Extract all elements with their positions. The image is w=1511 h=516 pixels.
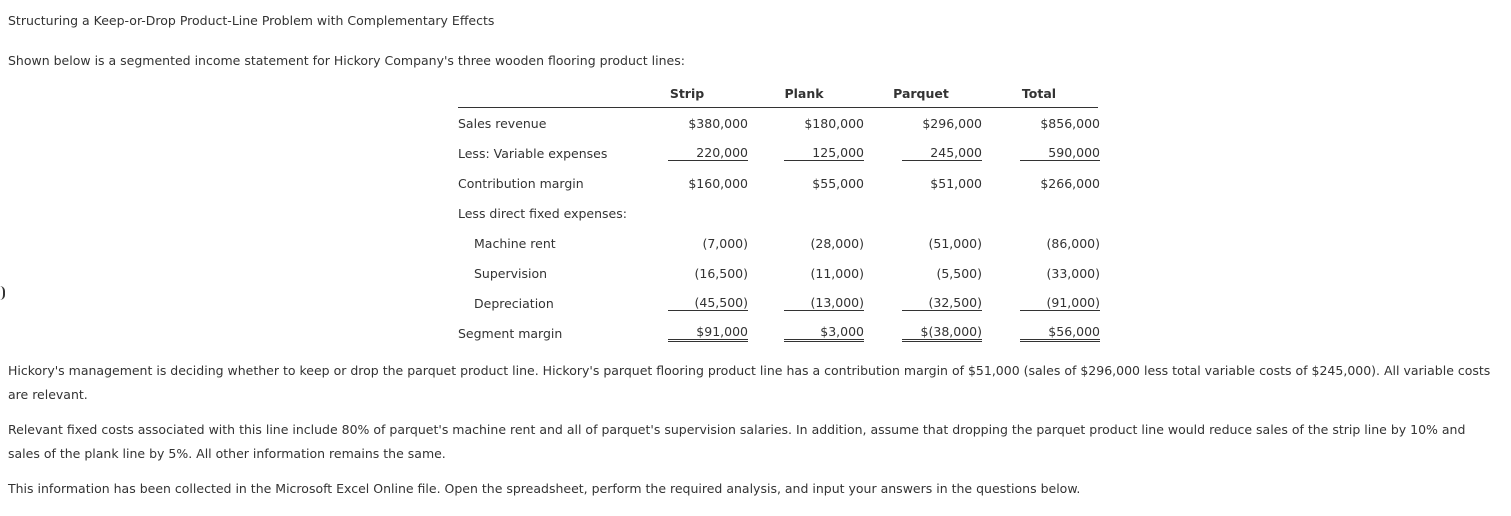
row-label: Supervision — [474, 265, 548, 281]
cell-total — [980, 288, 1098, 318]
value: $180,000 — [804, 115, 864, 131]
value: $91,000 — [668, 324, 748, 342]
value: (91,000) — [1020, 295, 1100, 311]
cell-total — [980, 258, 1098, 288]
cell-parquet — [862, 168, 980, 198]
cell-plank — [746, 228, 862, 258]
cell-total — [980, 168, 1098, 198]
income-statement-table — [458, 80, 1098, 348]
row-label: Less direct fixed expenses: — [458, 205, 627, 221]
cell-strip — [628, 108, 746, 139]
cell-total — [980, 198, 1098, 228]
left-edge-mark — [0, 286, 5, 300]
row-label: Machine rent — [474, 235, 556, 251]
value: (7,000) — [702, 235, 748, 251]
cell-parquet — [862, 258, 980, 288]
value: $296,000 — [922, 115, 982, 131]
cell-total — [980, 108, 1098, 139]
cell-strip — [628, 168, 746, 198]
header-label-cell — [458, 80, 628, 108]
page-title: Structuring a Keep-or-Drop Product-Line Problem with Complementary Effects — [8, 13, 495, 28]
cell-plank — [746, 168, 862, 198]
value: $266,000 — [1040, 175, 1100, 191]
value: $51,000 — [930, 175, 982, 191]
row-label: Sales revenue — [458, 115, 547, 131]
header-strip: Strip — [628, 80, 746, 108]
cell-plank — [746, 108, 862, 139]
row-label: Less: Variable expenses — [458, 145, 608, 161]
row-supervision — [458, 258, 1098, 288]
row-label: Contribution margin — [458, 175, 584, 191]
value: 125,000 — [784, 145, 864, 161]
value: (45,500) — [668, 295, 748, 311]
value: 245,000 — [902, 145, 982, 161]
cell-strip — [628, 138, 746, 168]
cell-total — [980, 228, 1098, 258]
row-direct-fixed-header — [458, 198, 1098, 228]
header-total: Total — [980, 80, 1098, 108]
value: (51,000) — [928, 235, 982, 251]
intro-text: Shown below is a segmented income statement for Hickory Company's three wooden flooring product lines: — [8, 53, 685, 68]
cell-total — [980, 138, 1098, 168]
cell-strip — [628, 288, 746, 318]
value: $(38,000) — [902, 324, 982, 342]
cell-parquet — [862, 288, 980, 318]
paragraph-decision: Hickory's management is deciding whether to keep or drop the parquet product line. Hickory's parquet flooring product line has a contribution margin of $51,000 (sales of $296,000 less total variable costs of $245,000). All variable costs are relevant. — [8, 363, 1491, 402]
cell-plank — [746, 138, 862, 168]
row-label: Depreciation — [474, 295, 554, 311]
value: $56,000 — [1020, 324, 1100, 342]
cell-plank — [746, 258, 862, 288]
header-row — [458, 80, 1098, 108]
row-sales-revenue — [458, 108, 1098, 139]
value: $856,000 — [1040, 115, 1100, 131]
row-machine-rent — [458, 228, 1098, 258]
cell-parquet — [862, 198, 980, 228]
value: (32,500) — [902, 295, 982, 311]
value: $380,000 — [688, 115, 748, 131]
header-parquet: Parquet — [862, 80, 980, 108]
value: (5,500) — [936, 265, 982, 281]
value: (13,000) — [784, 295, 864, 311]
row-depreciation — [458, 288, 1098, 318]
value: 220,000 — [668, 145, 748, 161]
value: (33,000) — [1046, 265, 1100, 281]
cell-plank — [746, 198, 862, 228]
paragraph-excel-instructions: This information has been collected in the Microsoft Excel Online file. Open the spreadsheet, perform the required analysis, and input your answers in the questions below. — [8, 481, 1081, 496]
value: (11,000) — [810, 265, 864, 281]
row-variable-expenses — [458, 138, 1098, 168]
header-plank: Plank — [746, 80, 862, 108]
cell-total — [980, 318, 1098, 348]
cell-parquet — [862, 318, 980, 348]
value: $160,000 — [688, 175, 748, 191]
value: $3,000 — [784, 324, 864, 342]
value: 590,000 — [1020, 145, 1100, 161]
value: (28,000) — [810, 235, 864, 251]
row-segment-margin — [458, 318, 1098, 348]
cell-parquet — [862, 138, 980, 168]
value: $55,000 — [812, 175, 864, 191]
cell-strip — [628, 318, 746, 348]
cell-parquet — [862, 108, 980, 139]
cell-plank — [746, 288, 862, 318]
cell-strip — [628, 198, 746, 228]
value: (86,000) — [1046, 235, 1100, 251]
cell-plank — [746, 318, 862, 348]
paragraph-relevant-costs: Relevant fixed costs associated with this line include 80% of parquet's machine rent and all of parquet's supervision salaries. In addition, assume that dropping the parquet product line would reduce sales of the strip line by 10% and sales of the plank line by 5%. All other information remains the same. — [8, 422, 1466, 461]
cell-strip — [628, 258, 746, 288]
row-label: Segment margin — [458, 325, 563, 341]
cell-parquet — [862, 228, 980, 258]
row-contribution-margin — [458, 168, 1098, 198]
cell-strip — [628, 228, 746, 258]
value: (16,500) — [694, 265, 748, 281]
